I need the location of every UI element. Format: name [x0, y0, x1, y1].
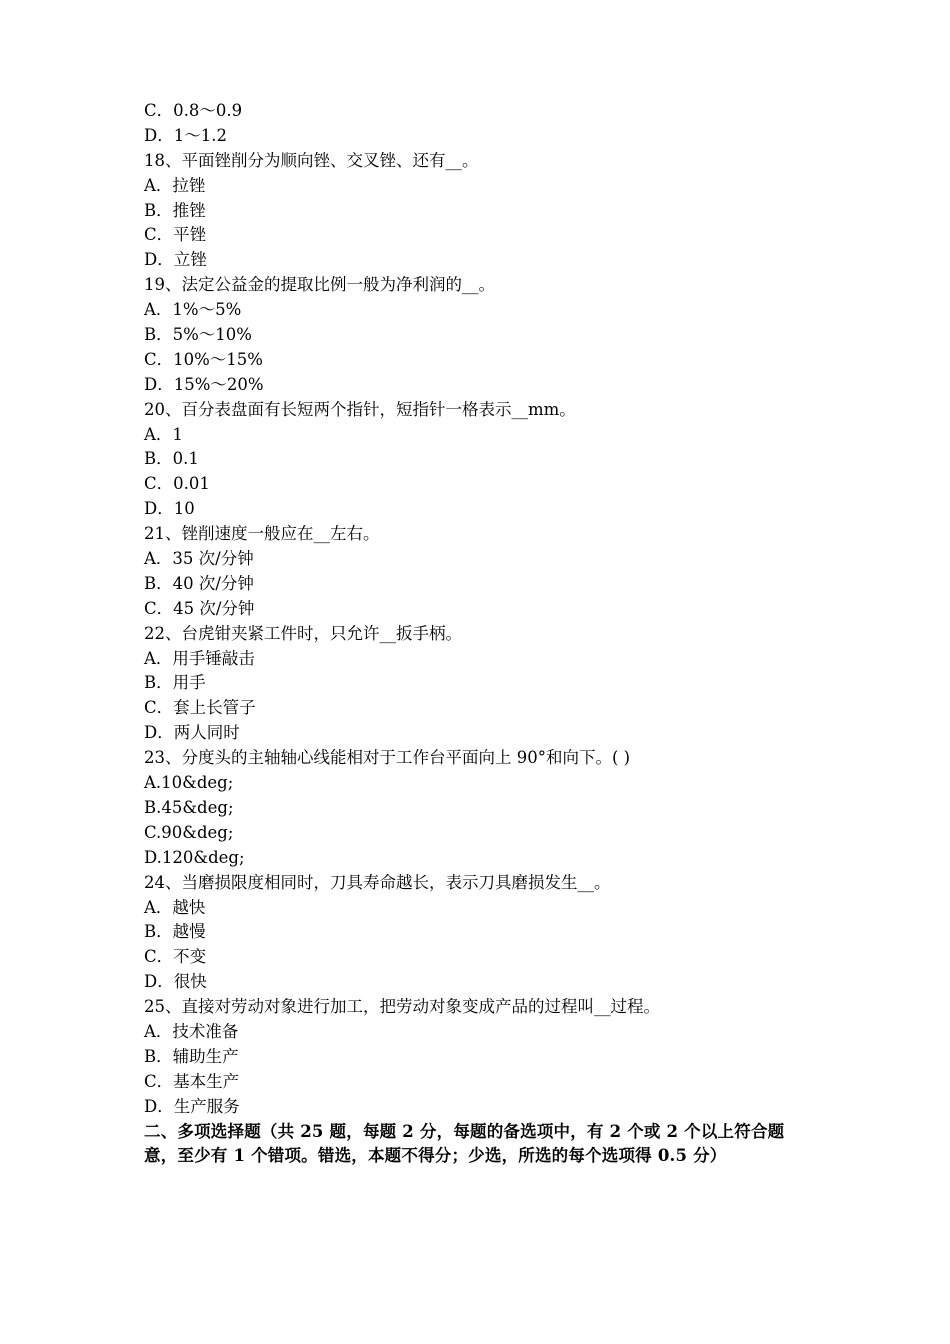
option-d: D．15%～20%	[144, 374, 264, 394]
option-d: D．生产服务	[144, 1096, 240, 1116]
option-b: B．推锉	[144, 200, 206, 220]
option-b: B．40 次/分钟	[144, 573, 254, 593]
option-b: B．越慢	[144, 922, 206, 942]
question-23: 23、分度头的主轴轴心线能相对于工作台平面向上 90°和向下。( )	[144, 748, 631, 768]
option-a: A．拉锉	[144, 175, 206, 195]
question-22: 22、台虎钳夹紧工件时，只允许__扳手柄。	[144, 623, 462, 643]
question-20: 20、百分表盘面有长短两个指针，短指针一格表示__mm。	[144, 399, 576, 419]
option-a: A．35 次/分钟	[144, 549, 254, 569]
question-21: 21、锉削速度一般应在__左右。	[144, 524, 380, 544]
option-c: C．0.8～0.9	[144, 101, 243, 120]
option-c: C．基本生产	[144, 1071, 240, 1091]
option-d: D．很快	[144, 972, 207, 992]
option-b: B．5%～10%	[144, 325, 252, 345]
section-heading-multiple-choice: 二、多项选择题（共 25 题，每题 2 分，每题的备选项中，有 2 个或 2 个以上符合题意，至少有 1 个错项。错选，本题不得分；少选，所选的每个选项得 0.5 分）	[144, 1121, 785, 1166]
option-a: A．1%～5%	[144, 300, 242, 320]
option-d: D．立锉	[144, 250, 207, 270]
question-18: 18、平面锉削分为顺向锉、交叉锉、还有__。	[144, 150, 479, 170]
option-d: D．两人同时	[144, 723, 240, 743]
option-c: C．套上长管子	[144, 698, 256, 718]
option-c: C．不变	[144, 947, 207, 967]
option-d: D．10	[144, 499, 195, 519]
option-b: B．用手	[144, 673, 206, 693]
option-d: D．1～1.2	[144, 125, 227, 145]
question-24: 24、当磨损限度相同时，刀具寿命越长，表示刀具磨损发生__。	[144, 872, 611, 892]
option-c: C．平锉	[144, 225, 207, 245]
question-19: 19、法定公益金的提取比例一般为净利润的__。	[144, 275, 495, 295]
option-a: A．越快	[144, 897, 206, 917]
option-a: A．1	[144, 424, 183, 444]
option-c: C．0.01	[144, 474, 210, 494]
option-a: A.10&deg;	[144, 773, 234, 793]
option-c: C．10%～15%	[144, 349, 263, 369]
option-b: B．0.1	[144, 449, 199, 469]
option-a: A．用手锤敲击	[144, 648, 255, 668]
option-d: D.120&deg;	[144, 847, 245, 867]
option-b: B．辅助生产	[144, 1046, 239, 1066]
option-a: A．技术准备	[144, 1021, 239, 1041]
option-b: B.45&deg;	[144, 797, 234, 817]
question-25: 25、直接对劳动对象进行加工，把劳动对象变成产品的过程叫__过程。	[144, 997, 660, 1017]
option-c: C．45 次/分钟	[144, 598, 255, 618]
option-c: C.90&deg;	[144, 822, 234, 842]
document-page	[144, 99, 814, 1169]
